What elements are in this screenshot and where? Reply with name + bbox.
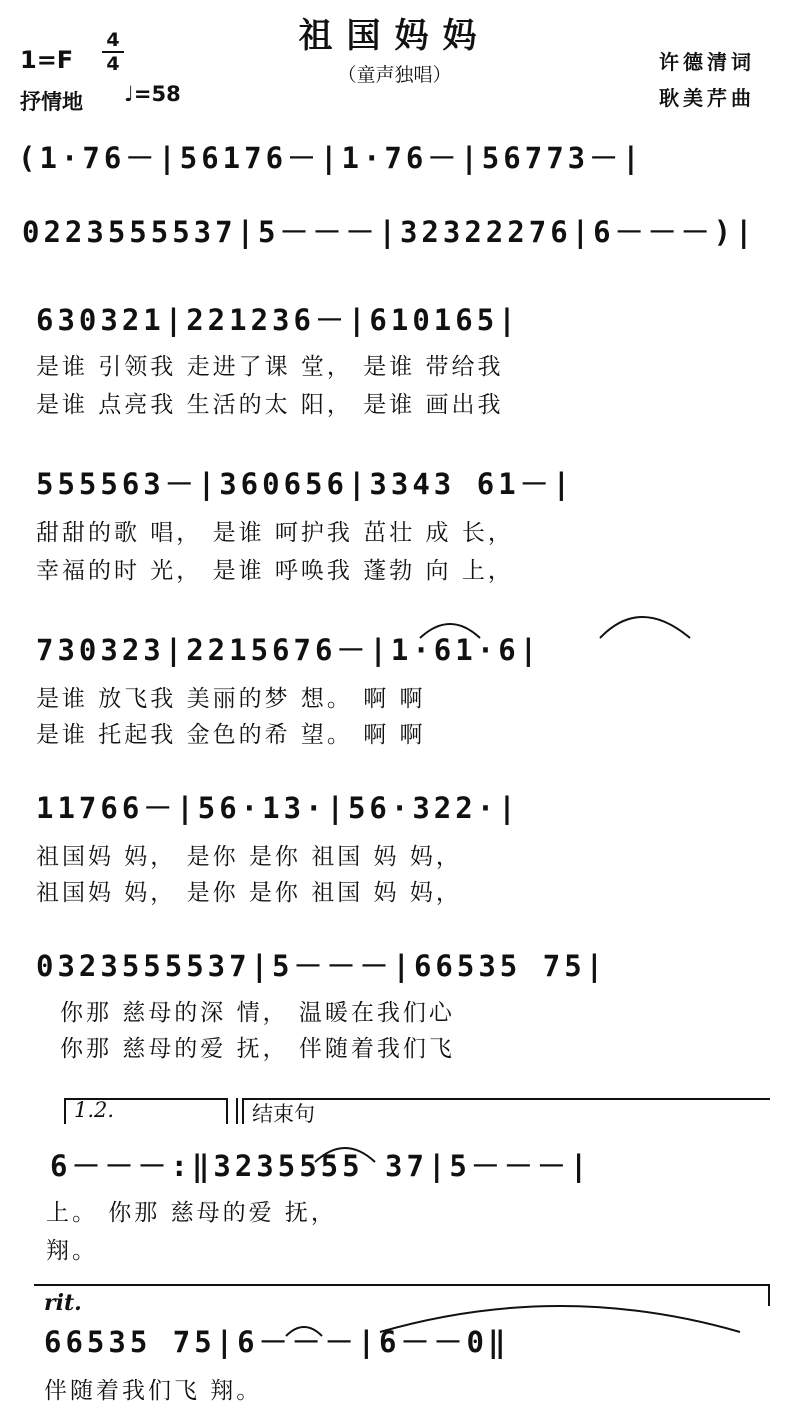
tie-arc <box>380 1306 740 1332</box>
lyric-line-8-verse-2: 翔。 <box>46 1238 98 1264</box>
song-title: 祖国妈妈 <box>298 16 491 56</box>
lyric-line-3-verse-2: 是谁 点亮我 生活的太 阳， 是谁 画出我 <box>36 392 504 418</box>
notation-line-6: 11766－|56·13·|56·322·| <box>36 791 520 825</box>
slur-arc <box>420 624 480 638</box>
lyric-line-3-verse-1: 是谁 引领我 走进了课 堂， 是谁 带给我 <box>36 354 504 380</box>
notation-line-9: 66535 75|6－－－|6－－0‖ <box>44 1325 510 1359</box>
meter-bottom: 4 <box>106 53 120 75</box>
song-subtitle: （童声独唱） <box>337 64 452 86</box>
notation-line-7: 0323555537|5－－－|66535 75| <box>36 949 608 983</box>
lyric-line-6-verse-1: 祖国妈 妈， 是你 是你 祖国 妈 妈， <box>36 844 462 870</box>
ending-label: 结束句 <box>252 1102 315 1126</box>
meter-top: 4 <box>106 29 120 51</box>
lyric-line-5-verse-1: 是谁 放飞我 美丽的梦 想。 啊 啊 <box>36 686 426 712</box>
mood-marking: 抒情地 <box>20 89 83 114</box>
lyric-line-7-verse-1: 你那 慈母的深 情， 温暖在我们心 <box>60 1000 455 1026</box>
quarter-note-icon: ♩ <box>124 82 134 106</box>
notation-line-8: 6－－－:‖3235555 37|5－－－| <box>50 1149 592 1183</box>
slur-arc <box>315 1148 375 1162</box>
notation-line-1: (1·76－|56176－|1·76－|56773－| <box>18 141 644 175</box>
notation-line-4: 555563－|360656|3343 61－| <box>36 467 575 501</box>
volta-bracket: 1.2. <box>74 1098 115 1122</box>
key-signature: 1=F <box>20 46 74 74</box>
lyric-line-4-verse-1: 甜甜的歌 唱， 是谁 呵护我 茁壮 成 长， <box>36 520 514 546</box>
notation-line-5: 730323|2215676－|1·61·6| <box>36 633 542 667</box>
tempo-value: =58 <box>133 82 181 106</box>
slur-arc <box>600 617 690 638</box>
lyric-line-7-verse-2: 你那 慈母的爱 抚， 伴随着我们飞 <box>60 1036 455 1062</box>
lyric-line-8-verse-1: 上。 你那 慈母的爱 抚， <box>46 1200 337 1226</box>
notation-line-3: 630321|221236－|610165| <box>36 303 520 337</box>
lyric-line-6-verse-2: 祖国妈 妈， 是你 是你 祖国 妈 妈， <box>36 880 462 906</box>
lyric-line-4-verse-2: 幸福的时 光， 是谁 呼唤我 蓬勃 向 上， <box>36 558 514 584</box>
lyric-line-5-verse-2: 是谁 托起我 金色的希 望。 啊 啊 <box>36 722 426 748</box>
lyricist-credit: 许德清词 <box>659 50 755 74</box>
lyric-line-9: 伴随着我们飞 翔。 <box>44 1378 263 1404</box>
composer-credit: 耿美芹曲 <box>659 86 755 110</box>
fermata-arc <box>286 1327 322 1336</box>
ritardando-marking: rit. <box>44 1290 82 1316</box>
notation-line-2: 0223555537|5－－－|32322276|6－－－)| <box>22 215 757 249</box>
